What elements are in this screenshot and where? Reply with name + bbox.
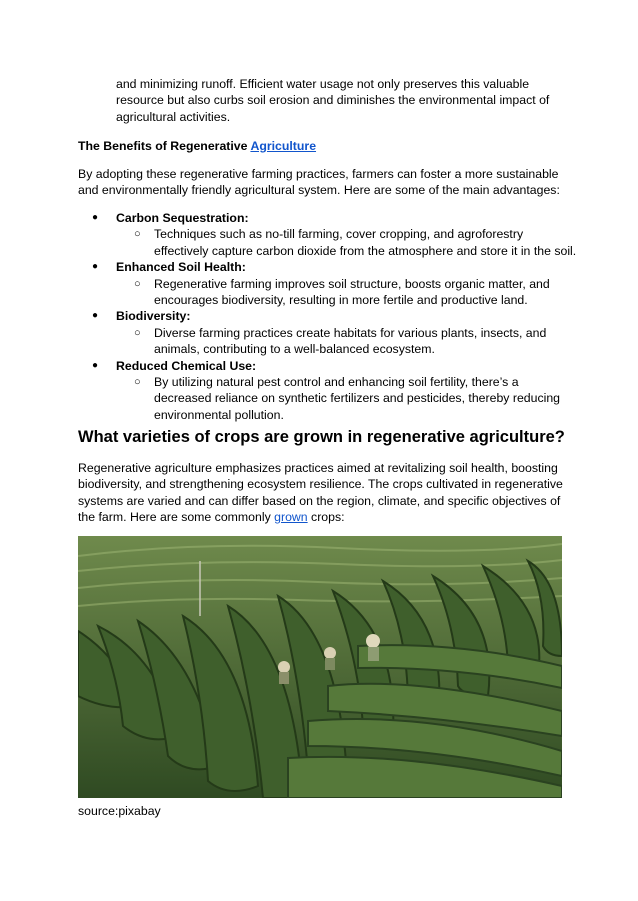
benefits-heading <box>78 138 316 154</box>
list-subitem: ○ Regenerative farming improves soil structure, boosts organic matter, and encourages biodiversity, resulting in more fertile and productive land. <box>134 276 550 308</box>
list-subitem: ○ Diverse farming practices create habitats for various plants, insects, and animals, contributing to a well-balanced ecosystem. <box>134 325 547 357</box>
image-caption: source:pixabay <box>78 804 161 818</box>
list-subitem: ○ Techniques such as no-till farming, cover cropping, and agroforestry effectively capture carbon dioxide from the atmosphere and store it in the soil. <box>134 227 577 258</box>
agriculture-link[interactable]: Agriculture <box>250 139 317 153</box>
crops-heading: What varieties of crops are grown in regenerative agriculture? <box>78 428 565 446</box>
circle-bullet-icon: ○ <box>134 277 141 290</box>
circle-bullet-icon: ○ <box>134 326 141 339</box>
benefits-list <box>78 210 578 423</box>
benefits-heading-text: The Benefits of Regenerative <box>78 139 251 153</box>
list-item: ● Carbon Sequestration: <box>92 211 249 225</box>
list-item: ● Enhanced Soil Health: <box>92 260 246 275</box>
list-item: ● Biodiversity: <box>92 309 191 324</box>
tea-plantation-photo <box>78 536 562 798</box>
benefits-intro: By adopting these regenerative farming practices, farmers can foster a more sustainable and environmentally friendly agricultural system. Here are some of the main advantages: <box>78 167 560 198</box>
tea-field-illustration <box>78 536 562 798</box>
bullet-icon: ● <box>92 310 99 322</box>
bullet-icon: ● <box>92 359 99 371</box>
circle-bullet-icon: ○ <box>134 376 141 389</box>
grown-link[interactable]: grown <box>274 510 308 525</box>
list-item: ● Reduced Chemical Use: <box>92 358 257 373</box>
circle-bullet-icon: ○ <box>134 228 141 241</box>
continuation-paragraph: and minimizing runoff. Efficient water usage not only preserves this valuable resource but also curbs soil erosion and diminishes the environmental impact of agricultural activities. <box>116 77 550 124</box>
bullet-icon: ● <box>92 212 99 223</box>
list-subitem: ○ By utilizing natural pest control and enhancing soil fertility, there’s a decreased reliance on synthetic fertilizers and pesticides, thereby reducing environmental pollution. <box>134 375 561 422</box>
crops-paragraph: Regenerative agriculture emphasizes practices aimed at revitalizing soil health, boosting biodiversity, and strengthening ecosystem resilience. The crops cultivated in regenerative systems are varied and can differ based on the region, climate, and specific objectives of the farm. Here are some commonly grown crops: <box>78 461 563 525</box>
bullet-icon: ● <box>92 261 99 273</box>
